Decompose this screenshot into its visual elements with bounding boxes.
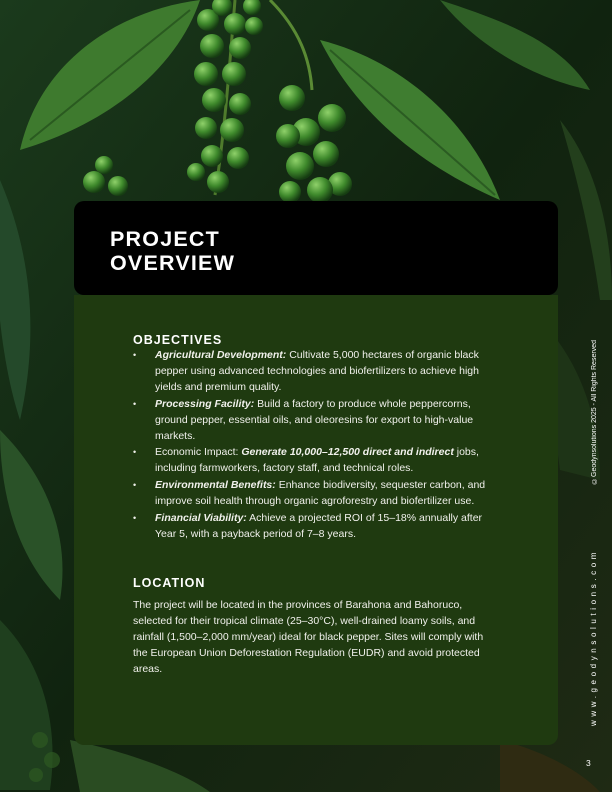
website-link[interactable]: www.geodynsolutions.com	[589, 548, 598, 726]
title-panel	[74, 201, 558, 295]
bullet-icon: •	[133, 398, 137, 409]
list-item: • Agricultural Development: Cultivate 5,000 hectares of organic black pepper using advanced technologies and biofertilizers to achieve high yields and premium quality.	[133, 349, 479, 393]
page-number: 3	[586, 758, 591, 768]
content-panel	[74, 295, 558, 745]
bullet-icon: •	[133, 350, 137, 360]
list-item: • Financial Viability: Achieve a projected ROI of 15–18% annually after Year 5, with a payback period of 7–8 years.	[133, 512, 483, 540]
list-item: • Economic Impact: Generate 10,000–12,500 direct and indirect jobs, including farmworkers, factory staff, and technical roles.	[133, 446, 479, 475]
objectives-heading: OBJECTIVES	[133, 333, 223, 347]
location-heading: LOCATION	[133, 576, 206, 590]
page-title: PROJECT OVERVIEW	[110, 227, 236, 275]
bullet-icon: •	[133, 447, 137, 458]
list-item: • Environmental Benefits: Enhance biodiversity, sequester carbon, and improve soil health through organic agroforestry and biofertilizer use.	[133, 479, 486, 508]
bullet-icon: •	[133, 513, 137, 524]
list-item: • Processing Facility: Build a factory to produce whole peppercorns, ground pepper, essential oils, and oleoresins for export to high-value markets.	[133, 397, 474, 442]
objectives-list	[133, 348, 505, 544]
location-paragraph: The project will be located in the provinces of Barahona and Bahoruco, selected for their tropical climate (25–30°C), well-drained loamy soils, and rainfall (1,500–2,000 mm/year) ideal for black pepper. Sites will comply with the European Union Deforestation Regulation (EUDR) and avoid protected areas.	[133, 599, 484, 675]
bullet-icon: •	[133, 480, 137, 491]
copyright-notice: ©Geodynsolutions 2025 - All Rights Reserved	[591, 340, 598, 484]
